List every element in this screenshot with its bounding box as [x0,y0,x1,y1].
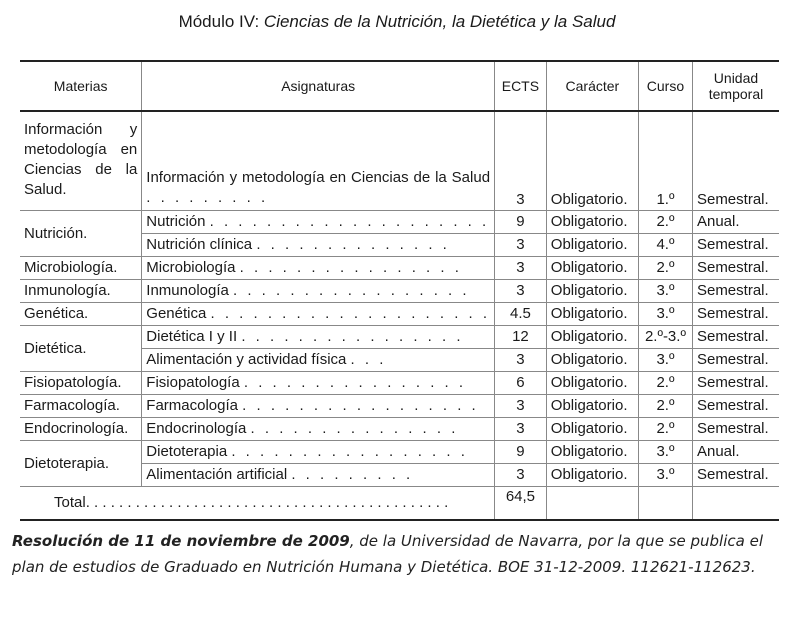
curso-cell: 2.º-3.º [638,326,692,349]
asignatura-cell: Farmacología . . . . . . . . . . . . . . . . . [142,395,495,418]
unidad-cell: Semestral. [692,257,779,280]
unidad-cell: Anual. [692,211,779,234]
curso-cell: 3.º [638,464,692,487]
ects-cell: 3 [495,257,547,280]
asignatura-cell: Nutrición . . . . . . . . . . . . . . . . . . . . [142,211,495,234]
reference-text: , de la Universidad de Navarra, por la que se publica el plan de estudios de Graduado en Nutrición Humana y Dietética. BOE 31-12-2009. 112621-112623. [12,532,763,576]
ects-cell: 6 [495,372,547,395]
materia-cell: Endocrinología. [20,418,142,441]
header-asignaturas: Asignaturas [142,61,495,111]
empty-cell [692,487,779,521]
table-row [20,441,779,464]
table-row [20,418,779,441]
curso-cell: 3.º [638,303,692,326]
ects-cell: 12 [495,326,547,349]
header-materias: Materias [20,61,142,111]
table-row [20,303,779,326]
ects-cell: 9 [495,441,547,464]
unidad-cell: Semestral. [692,349,779,372]
unidad-cell: Semestral. [692,234,779,257]
caracter-cell: Obligatorio. [546,395,638,418]
unidad-cell: Semestral. [692,280,779,303]
ects-cell: 3 [495,418,547,441]
curso-cell: 2.º [638,372,692,395]
ects-cell: 9 [495,211,547,234]
header-curso: Curso [638,61,692,111]
caracter-cell: Obligatorio. [546,441,638,464]
unidad-cell: Semestral. [692,372,779,395]
unidad-cell: Anual. [692,441,779,464]
asignatura-cell: Nutrición clínica . . . . . . . . . . . . . . [142,234,495,257]
unidad-cell: Semestral. [692,418,779,441]
materia-cell: Genética. [20,303,142,326]
ects-cell: 3 [495,234,547,257]
curso-cell: 3.º [638,349,692,372]
ects-cell: 4.5 [495,303,547,326]
asignatura-cell: Dietética I y II . . . . . . . . . . . . . . . . [142,326,495,349]
unidad-cell: Semestral. [692,464,779,487]
header-unidad-temporal: Unidad temporal [692,61,779,111]
unidad-cell: Semestral. [692,303,779,326]
asignatura-cell: Microbiología . . . . . . . . . . . . . . . . [142,257,495,280]
asignatura-cell: Genética . . . . . . . . . . . . . . . . . . . . [142,303,495,326]
curso-cell: 3.º [638,441,692,464]
curso-cell: 4.º [638,234,692,257]
materia-cell: Dietoterapia. [20,441,142,487]
caracter-cell: Obligatorio. [546,418,638,441]
ects-cell: 3 [495,111,547,211]
total-value: 64,5 [495,487,547,521]
curso-cell: 3.º [638,280,692,303]
ects-cell: 3 [495,280,547,303]
page-title [0,12,794,32]
asignatura-cell: Inmunología . . . . . . . . . . . . . . . . . [142,280,495,303]
caracter-cell: Obligatorio. [546,280,638,303]
materia-cell: Farmacología. [20,395,142,418]
caracter-cell: Obligatorio. [546,111,638,211]
caracter-cell: Obligatorio. [546,372,638,395]
asignatura-cell: Endocrinología . . . . . . . . . . . . . . . [142,418,495,441]
title-prefix: Módulo IV: [178,12,264,31]
study-plan-table [20,60,779,521]
caracter-cell: Obligatorio. [546,326,638,349]
unidad-cell: Semestral. [692,395,779,418]
materia-cell: Información y metodología en Ciencias de la Salud. [20,111,142,211]
materia-cell: Dietética. [20,326,142,372]
asignatura-cell: Dietoterapia . . . . . . . . . . . . . . . . . [142,441,495,464]
table-header-row [20,61,779,111]
reference-resolution: Resolución de 11 de noviembre de 2009 [12,532,350,550]
table-row [20,211,779,234]
table-row [20,257,779,280]
curso-cell: 2.º [638,257,692,280]
empty-cell [546,487,638,521]
asignatura-cell: Alimentación y actividad física . . . [142,349,495,372]
materia-cell: Fisiopatología. [20,372,142,395]
table-row [20,280,779,303]
table-row [20,111,779,211]
ects-cell: 3 [495,349,547,372]
asignatura-cell: Alimentación artificial . . . . . . . . . [142,464,495,487]
total-row [20,487,779,521]
asignatura-cell: Información y metodología en Ciencias de la Salud . . . . . . . . . [142,111,495,211]
curso-cell: 2.º [638,211,692,234]
ects-cell: 3 [495,395,547,418]
caracter-cell: Obligatorio. [546,234,638,257]
total-label: Total. . . . . . . . . . . . . . . . . . . . . . . . . . . . . . . . . . . . . . . . . . . . [20,487,495,521]
curso-cell: 2.º [638,395,692,418]
table-row [20,326,779,349]
table-row [20,372,779,395]
table-row [20,395,779,418]
ects-cell: 3 [495,464,547,487]
source-reference [12,528,782,580]
asignatura-cell: Fisiopatología . . . . . . . . . . . . . . . . [142,372,495,395]
empty-cell [638,487,692,521]
materia-cell: Inmunología. [20,280,142,303]
caracter-cell: Obligatorio. [546,257,638,280]
materia-cell: Nutrición. [20,211,142,257]
curso-cell: 1.º [638,111,692,211]
caracter-cell: Obligatorio. [546,303,638,326]
header-caracter: Carácter [546,61,638,111]
unidad-cell: Semestral. [692,111,779,211]
caracter-cell: Obligatorio. [546,349,638,372]
header-ects: ECTS [495,61,547,111]
caracter-cell: Obligatorio. [546,464,638,487]
caracter-cell: Obligatorio. [546,211,638,234]
title-module-name: Ciencias de la Nutrición, la Dietética y la Salud [263,12,616,31]
materia-cell: Microbiología. [20,257,142,280]
unidad-cell: Semestral. [692,326,779,349]
curso-cell: 2.º [638,418,692,441]
